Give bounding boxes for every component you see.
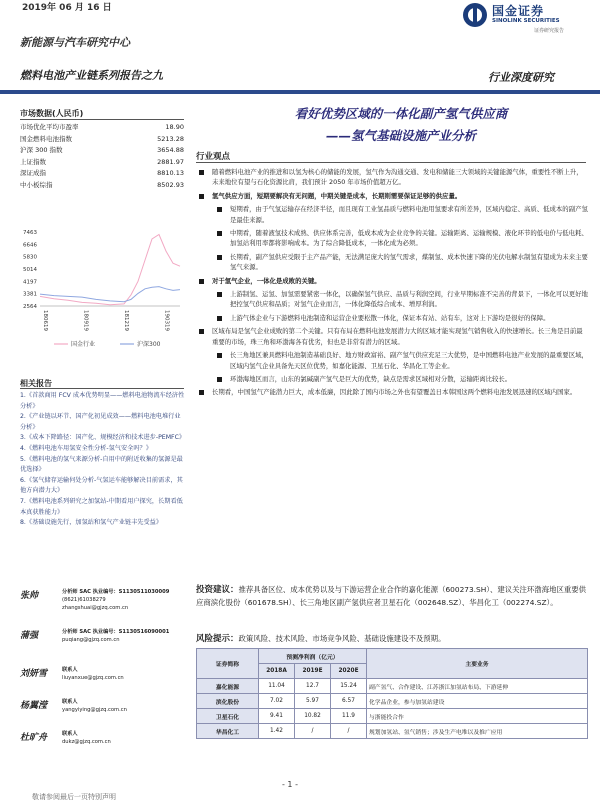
related-reports-list <box>20 391 186 529</box>
table-cell: 化学品企业，参与加氢站建设 <box>367 694 588 709</box>
market-row <box>20 180 184 192</box>
x-tick-label: 180619 <box>42 310 48 331</box>
analyst-name: 杨翼滢 <box>20 701 48 711</box>
sub-bullet: 环渤海地区而言，山东的氯碱副产氢气是巨大的优势，缺点是需求区域相对分散，运输距离比较长。 <box>214 374 588 384</box>
y-tick-label: 3381 <box>23 291 37 298</box>
table-cell: 嘉化能源 <box>197 679 259 694</box>
analyst-card <box>20 666 190 700</box>
analyst-card <box>20 628 190 664</box>
market-value: 18.90 <box>165 123 184 131</box>
analyst-cert: 分析师 SAC 执业编号：S1130516090001 <box>62 629 170 635</box>
legend-label: 国金行业 <box>71 341 96 348</box>
x-tick-label: 190319 <box>163 310 170 331</box>
page-number: - 1 - <box>282 780 298 789</box>
analyst-name: 刘妍雪 <box>20 669 48 679</box>
section-heading: 行业观点 <box>196 152 231 162</box>
risk-text: 政策风险、技术风险、市场竞争风险、基础设施建设不及预期。 <box>238 634 446 643</box>
analyst-info <box>62 588 190 612</box>
table-header: 2020E <box>331 664 367 679</box>
sub-bullet: 上游制氢、运氢、加氢需要紧密一体化，以确保氢气供应、品质与利润空间，行业早期标准不完善的背景下，一体化可以更好地把控氢气供应和品质；对氢气企业而言，一体化降低综合成本、增厚利润。 <box>214 289 588 310</box>
sub-bullet: 中期看，随着液氢技术成熟、供应体系完善，低成本成为企业竞争的关键。运输距离、运输规模、液化环节的低电价与低电耗、加氢站利用率都将影响成本。为了综合降低成本，一体化成为必须。 <box>214 228 588 249</box>
related-report-link[interactable]: 5.《燃料电池的氢气来源分析-自用中的附近收集的氢源是最优选择》 <box>20 455 183 474</box>
market-value: 3654.88 <box>157 146 184 155</box>
y-tick-label: 5014 <box>23 266 37 273</box>
market-value: 8810.13 <box>157 169 184 178</box>
table-cell: 7.02 <box>259 694 295 709</box>
related-reports-title: 相关报告 <box>20 379 52 388</box>
industry-view-body <box>196 167 588 401</box>
market-label: 市场优化平均市盈率 <box>20 123 79 131</box>
y-tick-label: 2564 <box>23 304 37 310</box>
analyst-name: 杜旷舟 <box>20 733 48 743</box>
sinolink-logo <box>462 0 600 38</box>
sub-bullet: 上游气体企业与下游燃料电池制造和运营企业要松散一体化，保证本有站、站有车，这对上下游均是很好的保障。 <box>214 313 588 323</box>
analyst-cert: 联系人 <box>62 699 78 705</box>
divider <box>20 119 184 120</box>
related-report-link[interactable]: 8.《基础设施先行，加氢站和氢气产业链丰先受益》 <box>20 519 163 527</box>
analyst-cert: 联系人 <box>62 731 78 737</box>
analyst-info <box>62 666 190 682</box>
header-divider <box>0 90 600 94</box>
market-value: 8502.93 <box>157 180 184 189</box>
market-data-table <box>20 122 184 192</box>
table-cell: 卫星石化 <box>197 709 259 724</box>
y-tick-label: 4197 <box>23 279 37 286</box>
bullet-paragraph: 氢气供应方面，短期要解决有无问题，中期关键是成本，长期则需要保证足够的供应量。 <box>196 191 588 201</box>
table-header: 主要业务 <box>367 649 588 679</box>
table-header: 预测净利润（亿元） <box>259 649 367 664</box>
y-tick-label: 5830 <box>23 254 37 261</box>
table-header: 2018A <box>259 664 295 679</box>
table-cell: / <box>331 724 367 739</box>
investment-suggestion <box>196 584 588 608</box>
bullet-paragraph: 随着燃料电池产业的推进和以氢为核心的储能的发展，氢气作为沟通交通、发电和储能三大领域的关键能源气体，重要性不断上升，未来地位有望与石化资源比肩，我们预计 2050 年市场价值超万亿。 <box>196 167 588 188</box>
sub-bullet: 长三角地区兼具燃料电池制造基础良好、地方财政富裕、副产氢气供应充足三大优势，是中国燃料电池产业发展的最重要区域，区域内氢气企业具备先天区位优势，如嘉化能源、卫星石化、华昌化工等企业。 <box>214 350 588 371</box>
analyst-cert: 分析师 SAC 执业编号：S1130511030009 <box>62 589 170 595</box>
related-report-link[interactable]: 1.《首款商用 FCV 成本优势明显——燃料电池物流车经济性分析》 <box>20 392 185 410</box>
risk-warning <box>196 632 588 644</box>
legend-label: 沪深300 <box>137 341 161 348</box>
sub-bullet: 短期看，由于气氢运输存在经济半径，而且现有工业氢品质与燃料电池用氢要求有所差异，区域内稳定、高质、低成本的副产氢是最佳来源。 <box>214 204 588 225</box>
table-row <box>197 724 588 739</box>
table-cell: 15.24 <box>331 679 367 694</box>
table-cell: 12.7 <box>295 679 331 694</box>
table-header: 证券简称 <box>197 649 259 679</box>
table-cell: 10.82 <box>295 709 331 724</box>
table-row <box>197 679 588 694</box>
table-header-row <box>197 649 588 664</box>
analyst-card <box>20 730 190 764</box>
table-cell: 华昌化工 <box>197 724 259 739</box>
table-cell: / <box>295 724 331 739</box>
table-cell: 1.42 <box>259 724 295 739</box>
market-row <box>20 157 184 169</box>
market-label: 沪深 300 指数 <box>20 146 63 155</box>
related-report-link[interactable]: 6.《氢气储存运输何处分析-气氢运车能够解决目前需求，其他方向潜力大》 <box>20 476 183 495</box>
report-title: 看好优势区域的一体化副产氢气供应商 <box>294 106 508 121</box>
analyst-phone: (8621)61038279 <box>62 597 106 603</box>
report-type: 行业深度研究 <box>488 71 554 84</box>
y-tick-label: 7463 <box>23 230 37 236</box>
x-tick-label: 180919 <box>82 310 89 331</box>
logo-mark-icon <box>462 2 488 28</box>
related-report-link[interactable]: 3.《成本下降路径：国产化、规模经济和技术进步-PEMFC》 <box>20 434 186 442</box>
table-header: 2019E <box>295 664 331 679</box>
department-name: 新能源与汽车研究中心 <box>20 36 130 49</box>
sub-bullet: 长期看，副产氢供应受限于主产品产能，无法满足庞大的氢气需求，煤制氢、成本快速下降的光伏电解水制氢有望成为未来主要氢气来源。 <box>214 252 588 273</box>
bullet-paragraph: 长期看，中国氢气产能潜力巨大，成本低廉，因此除了国内市场之外也有望覆盖日本韩国这两个燃料电池发展迅速的区域内国家。 <box>196 387 588 397</box>
market-data-title: 市场数据(人民币) <box>20 109 84 118</box>
related-report-link[interactable]: 2.《产业链以环节、国产化初见成效——燃料电池电堆行业分析》 <box>20 413 181 431</box>
logo-subtitle: 证券研究报告 <box>534 28 565 34</box>
table-cell: 规划加氢站、氢气销售；涉及生产电堆以及推广应用 <box>367 724 588 739</box>
bullet-paragraph: 区域布局是氢气企业成败的第二个关键。只有布局在燃料电池发展潜力大的区域才能实现氢气销售收入的快速增长。长三角是目前最重要的市场，珠三角和环渤海各有优劣，但也是非常有潜力的区域。 <box>196 326 588 347</box>
analyst-email[interactable]: liuyanxue@gjzq.com.cn <box>62 675 124 681</box>
analyst-card <box>20 588 190 628</box>
table-cell: 与浙能投合作 <box>367 709 588 724</box>
market-row <box>20 134 184 146</box>
logo-name-en: SINOLINK SECURITIES <box>492 18 560 24</box>
market-row <box>20 122 184 134</box>
analyst-info <box>62 698 190 714</box>
analyst-email[interactable]: yangyiying@gjzq.com.cn <box>62 707 127 713</box>
table-cell: 11.04 <box>259 679 295 694</box>
analyst-info <box>62 628 190 644</box>
market-row <box>20 145 184 157</box>
table-cell: 5.97 <box>295 694 331 709</box>
x-tick-label: 181219 <box>122 310 129 331</box>
analyst-email[interactable]: puqiang@gjzq.com.cn <box>62 637 120 643</box>
analyst-cert: 联系人 <box>62 667 78 673</box>
analyst-name: 蒲强 <box>20 631 39 641</box>
y-tick-label: 6646 <box>23 242 37 249</box>
company-table <box>196 648 588 739</box>
market-label: 中小板综指 <box>20 180 53 189</box>
market-value: 2881.97 <box>157 157 184 166</box>
footer-disclaimer: 敬请参阅最后一页特别声明 <box>32 793 116 800</box>
index-performance-chart <box>14 226 186 356</box>
report-date: 2019年 06 月 16 日 <box>22 3 112 13</box>
related-report-link[interactable]: 7.《燃料电池系列研究之加氢站-中期看用户探究，长期看低本真获胜能力》 <box>20 497 183 516</box>
risk-label: 风险提示： <box>196 634 239 644</box>
table-cell: 副产氢气、合作建设、江苏浙江加氢站布局、下游延伸 <box>367 679 588 694</box>
analyst-email[interactable]: dukz@gjzq.com.cn <box>62 739 111 745</box>
analyst-name: 张帅 <box>20 591 39 601</box>
table-cell: 6.57 <box>331 694 367 709</box>
report-series: 燃料电池产业链系列报告之九 <box>20 69 163 82</box>
market-label: 上证指数 <box>20 157 46 166</box>
analyst-card <box>20 698 190 732</box>
divider <box>20 388 184 389</box>
logo-name-cn: 国金证券 <box>492 4 545 18</box>
table-cell: 滨化股份 <box>197 694 259 709</box>
market-label: 国金燃料电池指数 <box>20 134 72 143</box>
series-line <box>40 235 180 305</box>
market-label: 深证成指 <box>20 169 46 178</box>
table-cell: 9.41 <box>259 709 295 724</box>
suggestion-text: 推荐具备区位、成本优势以及与下游运营企业合作的嘉化能源（600273.SH）、建议关注环渤海地区重要供应商滨化股份（601678.SH）、长三角地区副产氢供应者卫星石化（002648.SZ）、华昌化工（002274.SZ）。 <box>196 585 587 607</box>
analyst-info <box>62 730 190 746</box>
related-report-link[interactable]: 4.《燃料电池车用氢安全性分析-氢气安全吗？》 <box>20 444 152 452</box>
report-subtitle: ——氢气基础设施产业分析 <box>325 128 476 143</box>
bullet-paragraph: 对于氢气企业，一体化是成败的关键。 <box>196 276 588 286</box>
analyst-email[interactable]: zhangshuai@gjzq.com.cn <box>62 605 129 611</box>
table-row <box>197 709 588 724</box>
divider <box>196 162 586 163</box>
table-row <box>197 694 588 709</box>
table-cell: 11.9 <box>331 709 367 724</box>
market-row <box>20 168 184 180</box>
market-value: 5213.28 <box>157 134 184 143</box>
suggestion-label: 投资建议： <box>196 585 239 595</box>
